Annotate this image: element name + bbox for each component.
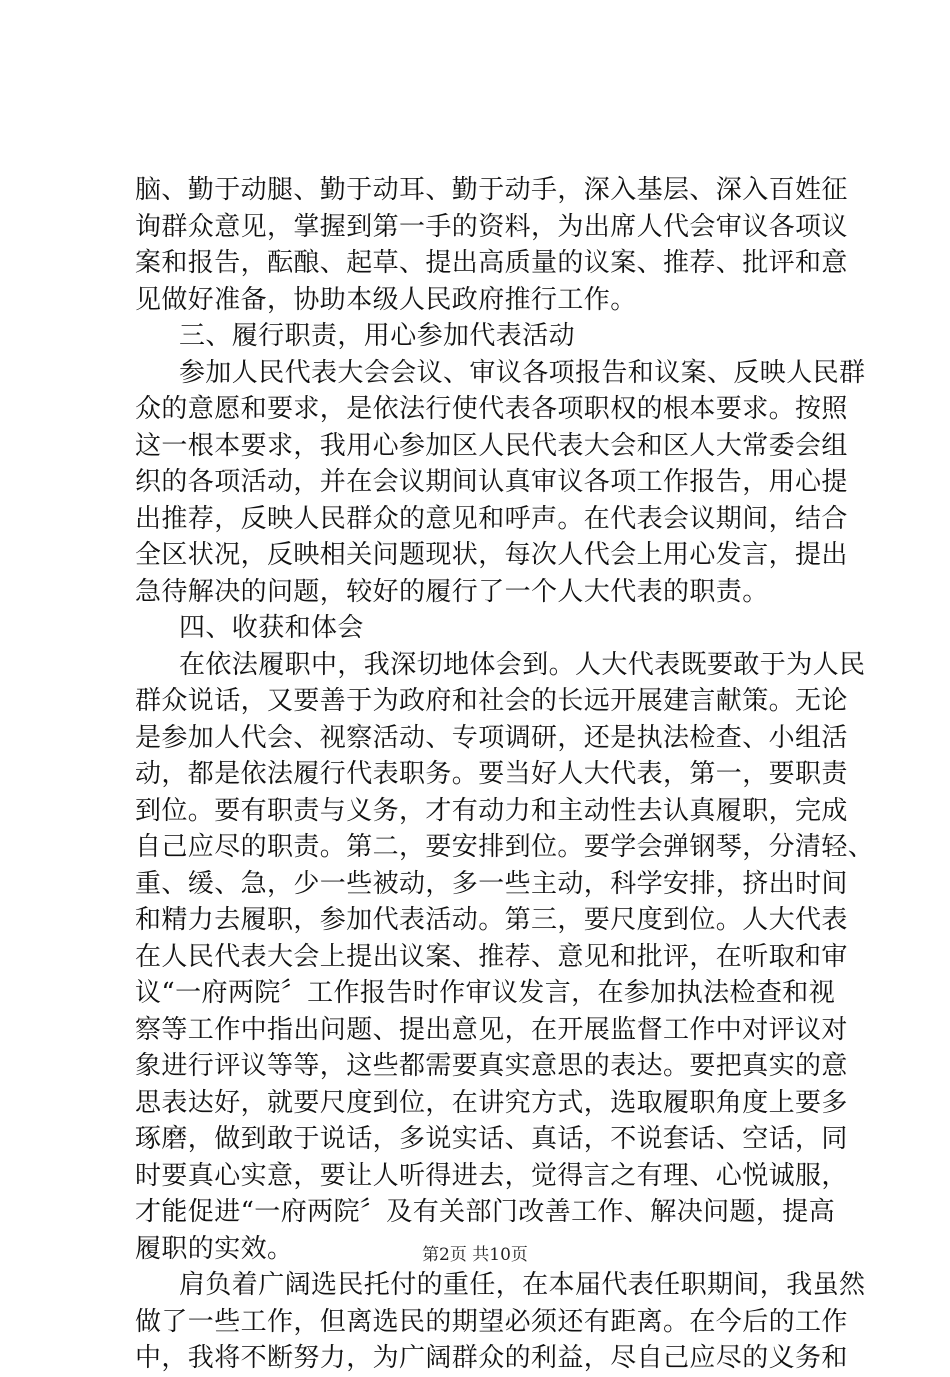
text-line: 出推荐，反映人民群众的意见和呼声。在代表会议期间，结合 bbox=[135, 503, 848, 534]
text-line: 思表达好，就要尺度到位，在讲究方式，选取履职角度上要多 bbox=[135, 1087, 848, 1118]
text-line: 在人民代表大会上提出议案、推荐、意见和批评，在听取和审 bbox=[135, 941, 848, 972]
text-line: 全区状况，反映相关问题现状，每次人代会上用心发言，提出 bbox=[135, 540, 848, 570]
text-line: 自己应尽的职责。第二，要安排到位。要学会弹钢琴，分清轻、 bbox=[135, 832, 875, 862]
text-line: 和精力去履职，参加代表活动。第三，要尺度到位。人大代表 bbox=[135, 905, 848, 935]
text-line: 动，都是依法履行代表职务。要当好人大代表，第一，要职责 bbox=[135, 759, 848, 789]
text-line: 到位。要有职责与义务，才有动力和主动性去认真履职，完成 bbox=[135, 795, 848, 826]
text-line: 是参加人代会、视察活动、专项调研，还是执法检查、小组活 bbox=[135, 722, 848, 753]
text-line: 织的各项活动，并在会议期间认真审议各项工作报告，用心提 bbox=[135, 467, 848, 497]
text-line: 众的意愿和要求，是依法行使代表各项职权的根本要求。按照 bbox=[135, 394, 848, 424]
section-heading-3: 三、履行职责，用心参加代表活动 bbox=[179, 321, 576, 351]
text-line: 这一根本要求，我用心参加区人民代表大会和区人大常委会组 bbox=[135, 430, 848, 461]
text-line: 见做好准备，协助本级人民政府推行工作。 bbox=[135, 284, 637, 315]
text-line: 中，我将不断努力，为广阔群众的利益，尽自己应尽的义务和 bbox=[135, 1343, 848, 1373]
text-line: 急待解决的问题，较好的履行了一个人大代表的职责。 bbox=[135, 576, 769, 607]
text-line: 重、缓、急，少一些被动，多一些主动，科学安排，挤出时间 bbox=[135, 868, 848, 899]
text-line: 才能促进“一府两院〞及有关部门改善工作、解决问题，提高 bbox=[135, 1197, 836, 1227]
document-body bbox=[135, 172, 875, 1377]
section-heading-4: 四、收获和体会 bbox=[179, 613, 364, 643]
text-line: 象进行评议等等，这些都需要真实意思的表达。要把真实的意 bbox=[135, 1051, 848, 1081]
text-line: 琢磨，做到敢于说话，多说实话、真话，不说套话、空话，同 bbox=[135, 1124, 848, 1154]
text-line: 时要真心实意，要让人听得进去，觉得言之有理、心悦诚服， bbox=[135, 1160, 848, 1191]
text-line: 脑、勤于动腿、勤于动耳、勤于动手，深入基层、深入百姓征 bbox=[135, 175, 848, 205]
text-line: 察等工作中指出问题、提出意见，在开展监督工作中对评议对 bbox=[135, 1014, 848, 1045]
text-line: 参加人民代表大会会议、审议各项报告和议案、反映人民群 bbox=[179, 357, 866, 388]
text-line: 案和报告，酝酿、起草、提出高质量的议案、推荐、批评和意 bbox=[135, 248, 848, 278]
text-line: 履职的实效。 bbox=[135, 1233, 294, 1264]
text-line: 议“一府两院〞工作报告时作审议发言，在参加执法检查和视 bbox=[135, 978, 836, 1008]
text-line: 在依法履职中，我深切地体会到。人大代表既要敢于为人民 bbox=[179, 649, 866, 680]
text-line: 询群众意见，掌握到第一手的资料，为出席人代会审议各项议 bbox=[135, 211, 848, 242]
text-line: 肩负着广阔选民托付的重任，在本届代表任职期间，我虽然 bbox=[179, 1270, 866, 1300]
text-line: 做了一些工作，但离选民的期望必须还有距离。在今后的工作 bbox=[135, 1306, 848, 1337]
text-line: 群众说话，又要善于为政府和社会的长远开展建言献策。无论 bbox=[135, 686, 848, 716]
page-number-footer: 第2页 共10页 bbox=[422, 1245, 528, 1265]
